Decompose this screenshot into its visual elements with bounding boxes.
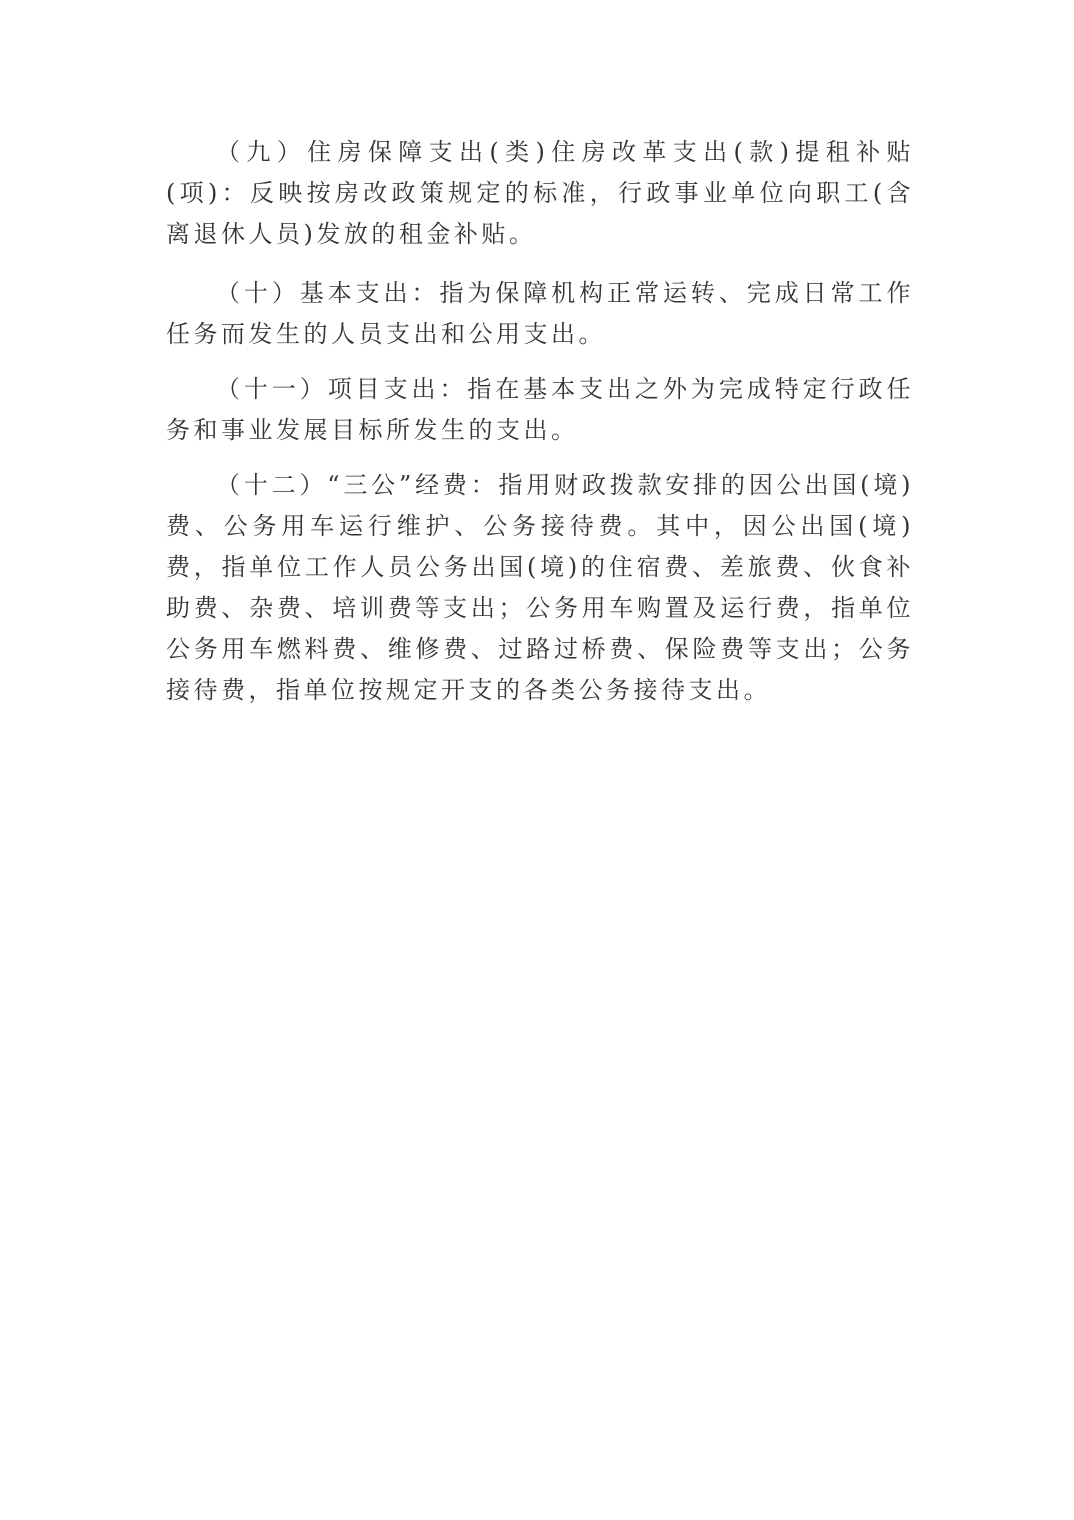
paragraph-basic-expenditure: （十）基本支出：指为保障机构正常运转、完成日常工作任务而发生的人员支出和公用支出。 xyxy=(166,279,914,348)
paragraph-housing-subsidy: （九）住房保障支出(类)住房改革支出(款)提租补贴(项)：反映按房改政策规定的标准，行政事业单位向职工(含离退休人员)发放的租金补贴。 xyxy=(166,138,914,248)
paragraph-project-expenditure: （十一）项目支出：指在基本支出之外为完成特定行政任务和事业发展目标所发生的支出。 xyxy=(166,375,914,444)
document-body xyxy=(166,132,914,723)
paragraph-three-public-expenses: （十二）“三公”经费：指用财政拨款安排的因公出国(境)费、公务用车运行维护、公务接待费。其中，因公出国(境)费，指单位工作人员公务出国(境)的住宿费、差旅费、伙食补助费、杂费、培训费等支出；公务用车购置及运行费，指单位公务用车燃料费、维修费、过路过桥费、保险费等支出；公务接待费，指单位按规定开支的各类公务接待支出。 xyxy=(166,471,914,704)
